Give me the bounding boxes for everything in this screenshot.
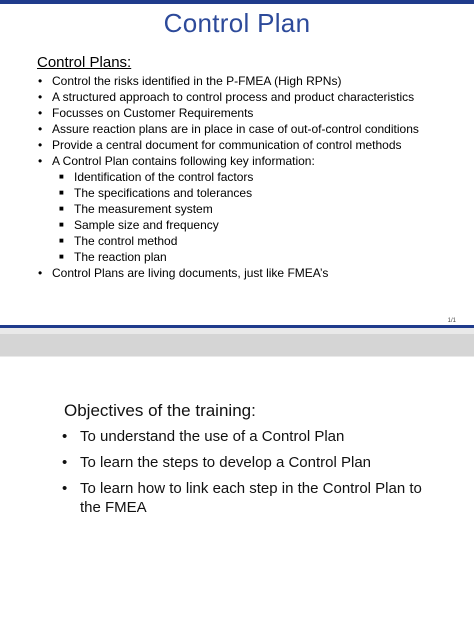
list-item-text: Provide a central document for communication of control methods (52, 138, 402, 152)
square-bullet-icon: ■ (59, 204, 64, 213)
round-bullet-icon: • (62, 480, 68, 497)
square-bullet-icon: ■ (59, 252, 64, 261)
list-item-text: Control the risks identified in the P-FMEA (High RPNs) (52, 74, 342, 88)
objectives-title: Objectives of the training: (64, 401, 256, 420)
list-item (0, 265, 474, 281)
slide-separator (0, 334, 474, 356)
list-item (0, 73, 474, 89)
round-bullet-icon: • (38, 266, 43, 280)
round-bullet-icon: • (38, 90, 43, 104)
list-item (0, 427, 474, 446)
list-item (0, 217, 474, 233)
list-item-text: To understand the use of a Control Plan (80, 428, 345, 445)
square-bullet-icon: ■ (59, 220, 64, 229)
list-item-text: Identification of the control factors (74, 170, 254, 184)
list-item (0, 89, 474, 105)
list-item-text: Control Plans are living documents, just like FMEA’s (52, 266, 329, 280)
list-item (0, 249, 474, 265)
list-item (0, 169, 474, 185)
square-bullet-icon: ■ (59, 172, 64, 181)
list-item (0, 201, 474, 217)
square-bullet-icon: ■ (59, 236, 64, 245)
list-item (0, 453, 474, 472)
square-bullet-icon: ■ (59, 188, 64, 197)
list-item (0, 479, 474, 517)
list-item-text: The measurement system (74, 202, 213, 216)
list-item-text: A structured approach to control process and product characteristics (52, 90, 415, 104)
list-item (0, 137, 474, 153)
round-bullet-icon: • (38, 106, 43, 120)
objectives-list (0, 427, 474, 524)
round-bullet-icon: • (38, 138, 43, 152)
list-item-text: Assure reaction plans are in place in case of out-of-control conditions (52, 122, 419, 136)
list-item-text: The reaction plan (74, 250, 167, 264)
list-item (0, 153, 474, 169)
list-item-text: The control method (74, 234, 178, 248)
slide-title: Control Plan (163, 8, 311, 38)
list-item-text: The specifications and tolerances (74, 186, 253, 200)
list-item (0, 121, 474, 137)
round-bullet-icon: • (62, 454, 68, 471)
bottom-accent-bar (0, 325, 474, 328)
list-item-text: To learn how to link each step in the Control Plan to the FMEA (80, 480, 422, 516)
list-item-text: Sample size and frequency (74, 218, 219, 232)
list-item-text: Focusses on Customer Requirements (52, 106, 254, 120)
list-item (0, 233, 474, 249)
round-bullet-icon: • (38, 154, 43, 168)
key-points-list (0, 73, 474, 281)
list-item (0, 105, 474, 121)
section-heading: Control Plans: (37, 54, 132, 71)
round-bullet-icon: • (62, 428, 68, 445)
list-item (0, 185, 474, 201)
slide-2 (0, 357, 474, 632)
page-number: 1/1 (447, 318, 456, 324)
round-bullet-icon: • (38, 74, 43, 88)
list-item-text: A Control Plan contains following key information: (52, 154, 315, 168)
list-item-text: To learn the steps to develop a Control Plan (80, 454, 372, 471)
round-bullet-icon: • (38, 122, 43, 136)
top-accent-bar (0, 0, 474, 4)
